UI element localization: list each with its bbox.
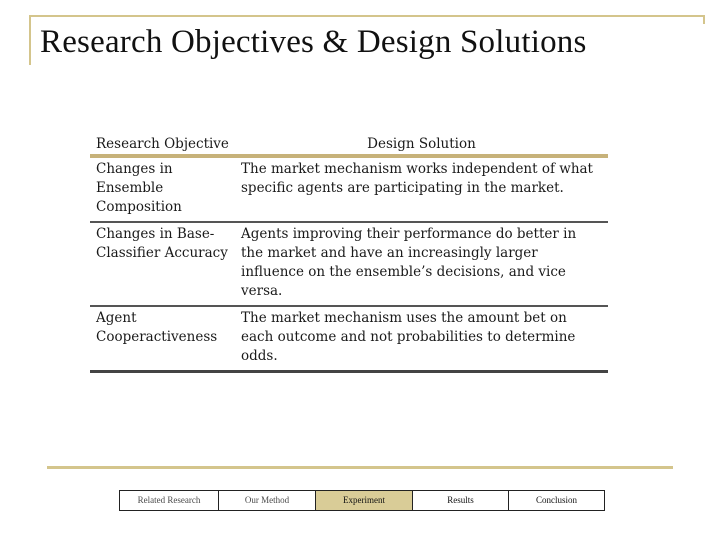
title-frame-top-rule (29, 15, 705, 17)
nav-results-button[interactable]: Results (413, 491, 509, 510)
title-frame-left-rule (29, 15, 31, 65)
header-design-solution: Design Solution (367, 136, 476, 152)
footer-rule (47, 466, 673, 469)
nav-experiment-button[interactable]: Experiment (316, 491, 413, 510)
nav-our-method-button[interactable]: Our Method (219, 491, 316, 510)
nav-conclusion-button[interactable]: Conclusion (509, 491, 604, 510)
objective-cell: Agent Cooperactiveness (96, 310, 218, 345)
table-row (90, 156, 608, 222)
section-nav (119, 490, 605, 511)
solution-cell: Agents improving their performance do better in the market and have an increasingly larger influence on the ensemble’s decisions, and vice versa. (241, 226, 577, 299)
title-frame-right-rule (703, 15, 705, 24)
nav-related-research-button[interactable]: Related Research (120, 491, 219, 510)
objective-cell: Changes in Base-Classifier Accuracy (96, 226, 228, 261)
table-row (90, 306, 608, 372)
objective-cell: Changes in Ensemble Composition (96, 161, 182, 215)
slide-title: Research Objectives & Design Solutions (40, 24, 587, 60)
header-research-objective: Research Objective (96, 136, 229, 152)
objectives-table (90, 134, 608, 373)
solution-cell: The market mechanism uses the amount bet on each outcome and not probabilities to determine odds. (241, 310, 576, 364)
table-row (90, 222, 608, 306)
table-header-row (90, 134, 608, 156)
solution-cell: The market mechanism works independent of what specific agents are participating in the market. (241, 161, 593, 196)
